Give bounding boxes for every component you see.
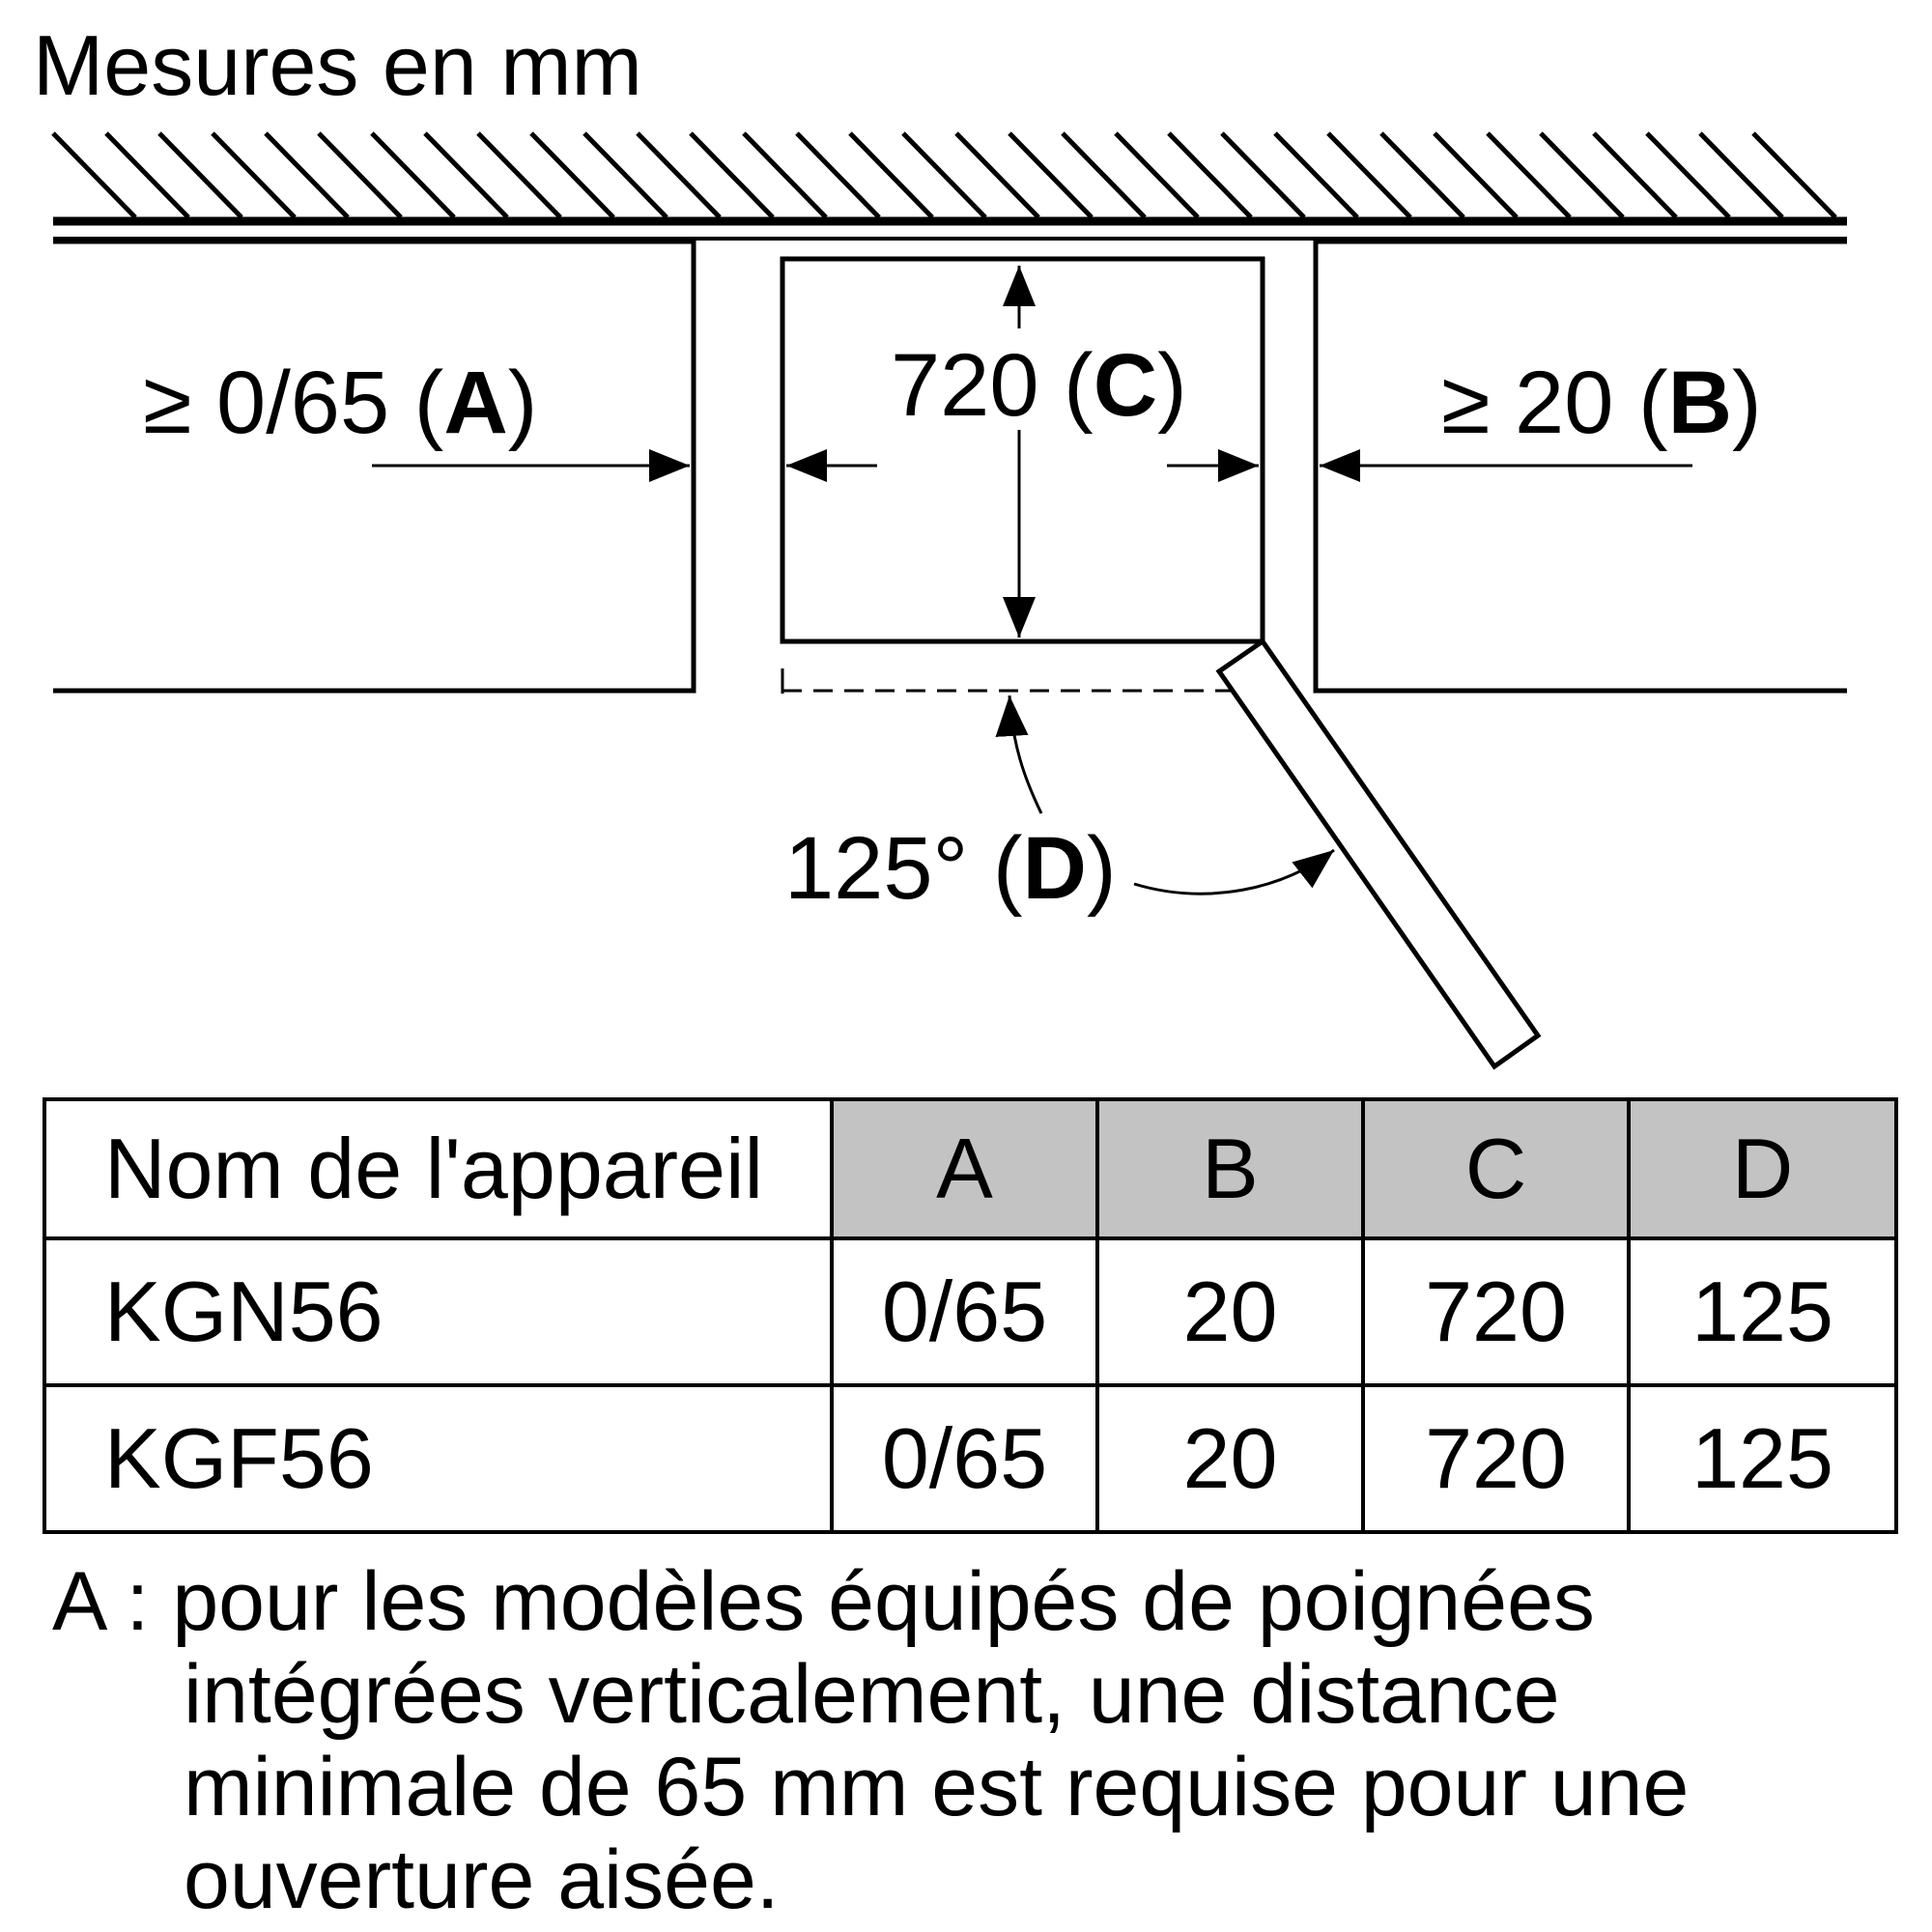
dimension-d-label: 125° (D) <box>784 819 1117 918</box>
hatch-stroke <box>1647 133 1729 217</box>
footnote-line-4: ouverture aisée. <box>184 1833 780 1926</box>
dimension-d-arrow-to-door <box>1134 850 1334 894</box>
table-cell-c: 720 <box>1363 1238 1629 1385</box>
table-row <box>44 1238 1896 1385</box>
hatch-stroke <box>1541 133 1623 217</box>
hatch-stroke <box>372 133 454 217</box>
hatch-stroke <box>53 133 135 217</box>
hatch-stroke <box>213 133 295 217</box>
specification-table <box>43 1097 1898 1534</box>
hatch-stroke <box>956 133 1038 217</box>
column-header-d: D <box>1629 1099 1896 1238</box>
table-cell-b: 20 <box>1097 1385 1363 1532</box>
table-row <box>44 1385 1896 1532</box>
hatch-stroke <box>1222 133 1304 217</box>
wall-hatching <box>53 133 1835 217</box>
hatch-stroke <box>1275 133 1357 217</box>
table-cell-d: 125 <box>1629 1238 1896 1385</box>
footnote-text: pour les modèles équipés de poignées <box>172 1555 1595 1648</box>
footnote <box>52 1555 1888 1926</box>
hatch-stroke <box>1169 133 1251 217</box>
hatch-stroke <box>797 133 879 217</box>
open-door <box>1219 641 1538 1066</box>
hatch-stroke <box>1116 133 1198 217</box>
column-header-b: B <box>1097 1099 1363 1238</box>
hatch-stroke <box>106 133 188 217</box>
dimension-c-label: 720 (C) <box>891 336 1187 435</box>
footnote-line-2: intégrées verticalement, une distance <box>184 1648 1560 1741</box>
footnote-line-3: minimale de 65 mm est requise pour une <box>184 1741 1690 1833</box>
hatch-stroke <box>744 133 826 217</box>
appliance-body <box>782 259 1263 641</box>
hatch-stroke <box>266 133 348 217</box>
dimension-b-label: ≥ 20 (B) <box>1441 354 1762 452</box>
footnote-line-1 <box>52 1555 1888 1648</box>
table-cell-model: KGF56 <box>44 1385 832 1532</box>
units-title: Mesures en mm <box>33 17 642 113</box>
hatch-stroke <box>1753 133 1835 217</box>
table-cell-a: 0/65 <box>832 1385 1097 1532</box>
column-header-c: C <box>1363 1099 1629 1238</box>
dimension-a-label: ≥ 0/65 (A) <box>143 354 538 452</box>
hatch-stroke <box>584 133 667 217</box>
hatch-stroke <box>159 133 242 217</box>
table-cell-a: 0/65 <box>832 1238 1097 1385</box>
hatch-stroke <box>691 133 773 217</box>
hatch-stroke <box>638 133 720 217</box>
hatch-stroke <box>531 133 613 217</box>
table-cell-c: 720 <box>1363 1385 1629 1532</box>
hatch-stroke <box>425 133 507 217</box>
hatch-stroke <box>1594 133 1676 217</box>
table-cell-model: KGN56 <box>44 1238 832 1385</box>
hatch-stroke <box>319 133 401 217</box>
table-cell-d: 125 <box>1629 1385 1896 1532</box>
hatch-stroke <box>1381 133 1463 217</box>
hatch-stroke <box>478 133 560 217</box>
footnote-key: A : <box>52 1555 150 1648</box>
hatch-stroke <box>1009 133 1092 217</box>
column-header-a: A <box>832 1099 1097 1238</box>
hatch-stroke <box>1328 133 1410 217</box>
hatch-stroke <box>1063 133 1145 217</box>
column-header-appliance-name: Nom de l'appareil <box>44 1099 832 1238</box>
hatch-stroke <box>1435 133 1517 217</box>
hatch-stroke <box>850 133 932 217</box>
hatch-stroke <box>1488 133 1570 217</box>
dimension-d-arrow-to-closed <box>1009 696 1041 813</box>
hatch-stroke <box>1700 133 1782 217</box>
table-cell-b: 20 <box>1097 1238 1363 1385</box>
hatch-stroke <box>903 133 985 217</box>
table-header-row <box>44 1099 1896 1238</box>
